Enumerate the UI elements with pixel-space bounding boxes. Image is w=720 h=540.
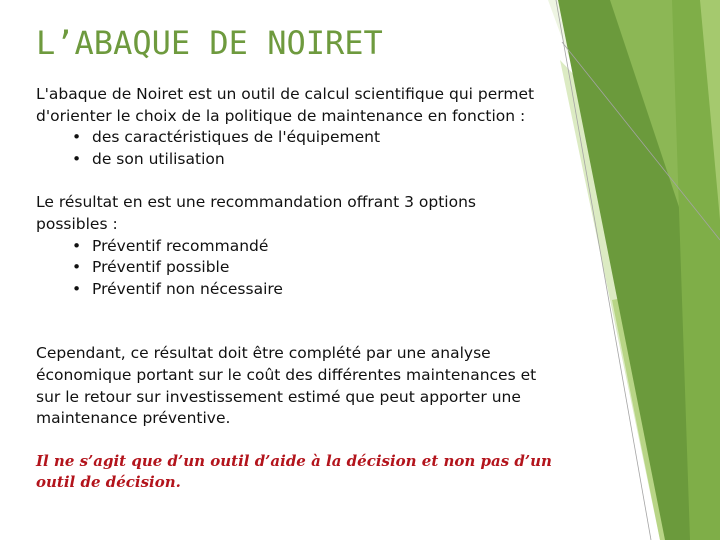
options-list (36, 236, 571, 301)
intro-line-1: L'abaque de Noiret est un outil de calcul scientifique qui permet (36, 85, 535, 103)
bullet-icon: • (72, 258, 82, 277)
list-item-text: Préventif recommandé (92, 236, 269, 255)
list-item-text: de son utilisation (92, 149, 225, 168)
note-line-1: Il ne s’agit que d’un outil d’aide à la décision et non pas d’un (36, 452, 552, 470)
analysis-line-3: sur le retour sur investissement estimé que peut apporter une (36, 387, 521, 406)
list-item (36, 127, 571, 149)
result-line-2: possibles : (36, 214, 118, 233)
analysis-line-1: Cependant, ce résultat doit être complété par une analyse (36, 344, 491, 363)
note-line-2: outil de décision. (36, 473, 181, 491)
bullet-icon: • (72, 236, 82, 255)
result-line-1: Le résultat en est une recommandation offrant 3 options (36, 193, 476, 212)
list-item (36, 279, 571, 301)
bullet-icon: • (72, 149, 82, 168)
analysis-line-4: maintenance préventive. (36, 409, 231, 428)
result-paragraph (36, 192, 571, 235)
list-item (36, 236, 571, 258)
warning-note (36, 451, 566, 493)
criteria-list (36, 127, 571, 170)
slide-title: L’ABAQUE DE NOIRET (36, 24, 383, 62)
list-item (36, 149, 571, 171)
bullet-icon: • (72, 128, 82, 147)
intro-paragraph (36, 84, 571, 127)
economic-analysis-paragraph (36, 343, 571, 429)
analysis-line-2: économique portant sur le coût des différentes maintenances et (36, 365, 537, 384)
list-item-text: des caractéristiques de l'équipement (92, 128, 381, 147)
intro-line-2: d'orienter le choix de la politique de maintenance en fonction : (36, 106, 526, 125)
list-item (36, 257, 571, 279)
slide-body (36, 84, 571, 430)
list-item-text: Préventif non nécessaire (92, 279, 283, 298)
list-item-text: Préventif possible (92, 258, 230, 277)
bullet-icon: • (72, 279, 82, 298)
